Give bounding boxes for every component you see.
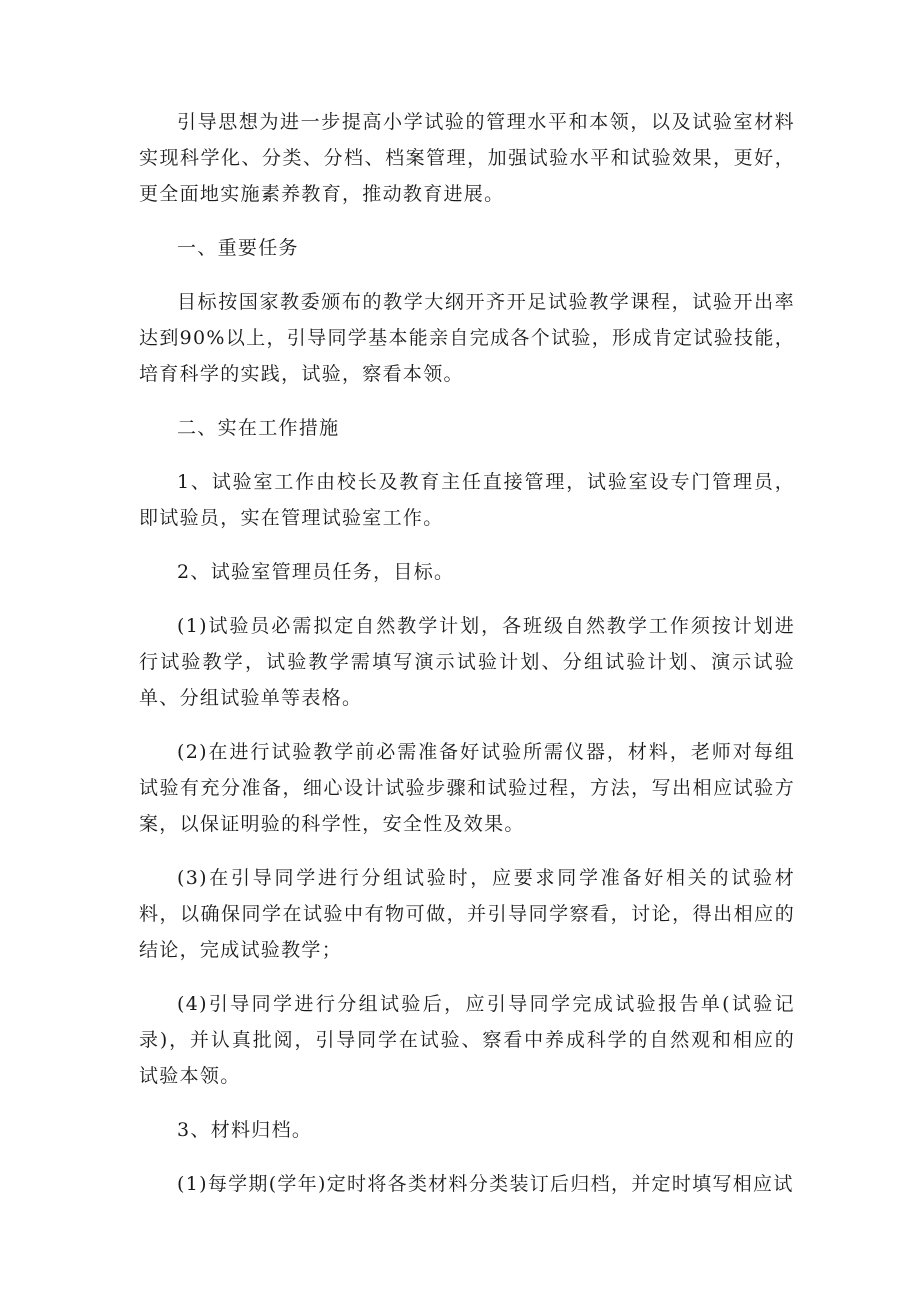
measure-subitem-3: (3)在引导同学进行分组试验时，应要求同学准备好相关的试验材料，以确保同学在试验中有物可做，并引导同学察看，讨论，得出相应的结论，完成试验教学； [139, 867, 795, 961]
measure-item-1: 1、试验室工作由校长及教育主任直接管理，试验室设专门管理员，即试验员，实在管理试验室工作。 [139, 471, 795, 529]
section-heading-measures: 二、实在工作措施 [177, 417, 340, 439]
section-heading-main-tasks: 一、重要任务 [177, 237, 299, 259]
archive-subitem-1: (1)每学期(学年)定时将各类材料分类装订后归档，并定时填写相应试 [177, 1173, 794, 1195]
measure-subitem-1: (1)试验员必需拟定自然教学计划，各班级自然教学工作须按计划进行试验教学，试验教学需填写演示试验计划、分组试验计划、演示试验单、分组试验单等表格。 [139, 615, 795, 709]
intro-paragraph: 引导思想为进一步提高小学试验的管理水平和本领，以及试验室材料实现科学化、分类、分档、档案管理，加强试验水平和试验效果，更好，更全面地实施素养教育，推动教育进展。 [139, 111, 795, 205]
measure-item-2: 2、试验室管理员任务，目标。 [177, 561, 455, 583]
measure-item-3: 3、材料归档。 [177, 1119, 313, 1141]
measure-subitem-2: (2)在进行试验教学前必需准备好试验所需仪器，材料，老师对每组试验有充分准备，细心设计试验步骤和试验过程，方法，写出相应试验方案，以保证明验的科学性，安全性及效果。 [139, 741, 795, 835]
document-body [139, 104, 795, 1220]
measure-subitem-4: (4)引导同学进行分组试验后，应引导同学完成试验报告单(试验记录)，并认真批阅，引导同学在试验、察看中养成科学的自然观和相应的试验本领。 [139, 993, 795, 1087]
main-tasks-paragraph: 目标按国家教委颁布的教学大纲开齐开足试验教学课程，试验开出率达到90%以上，引导同学基本能亲自完成各个试验，形成肯定试验技能，培育科学的实践，试验，察看本领。 [139, 291, 795, 385]
